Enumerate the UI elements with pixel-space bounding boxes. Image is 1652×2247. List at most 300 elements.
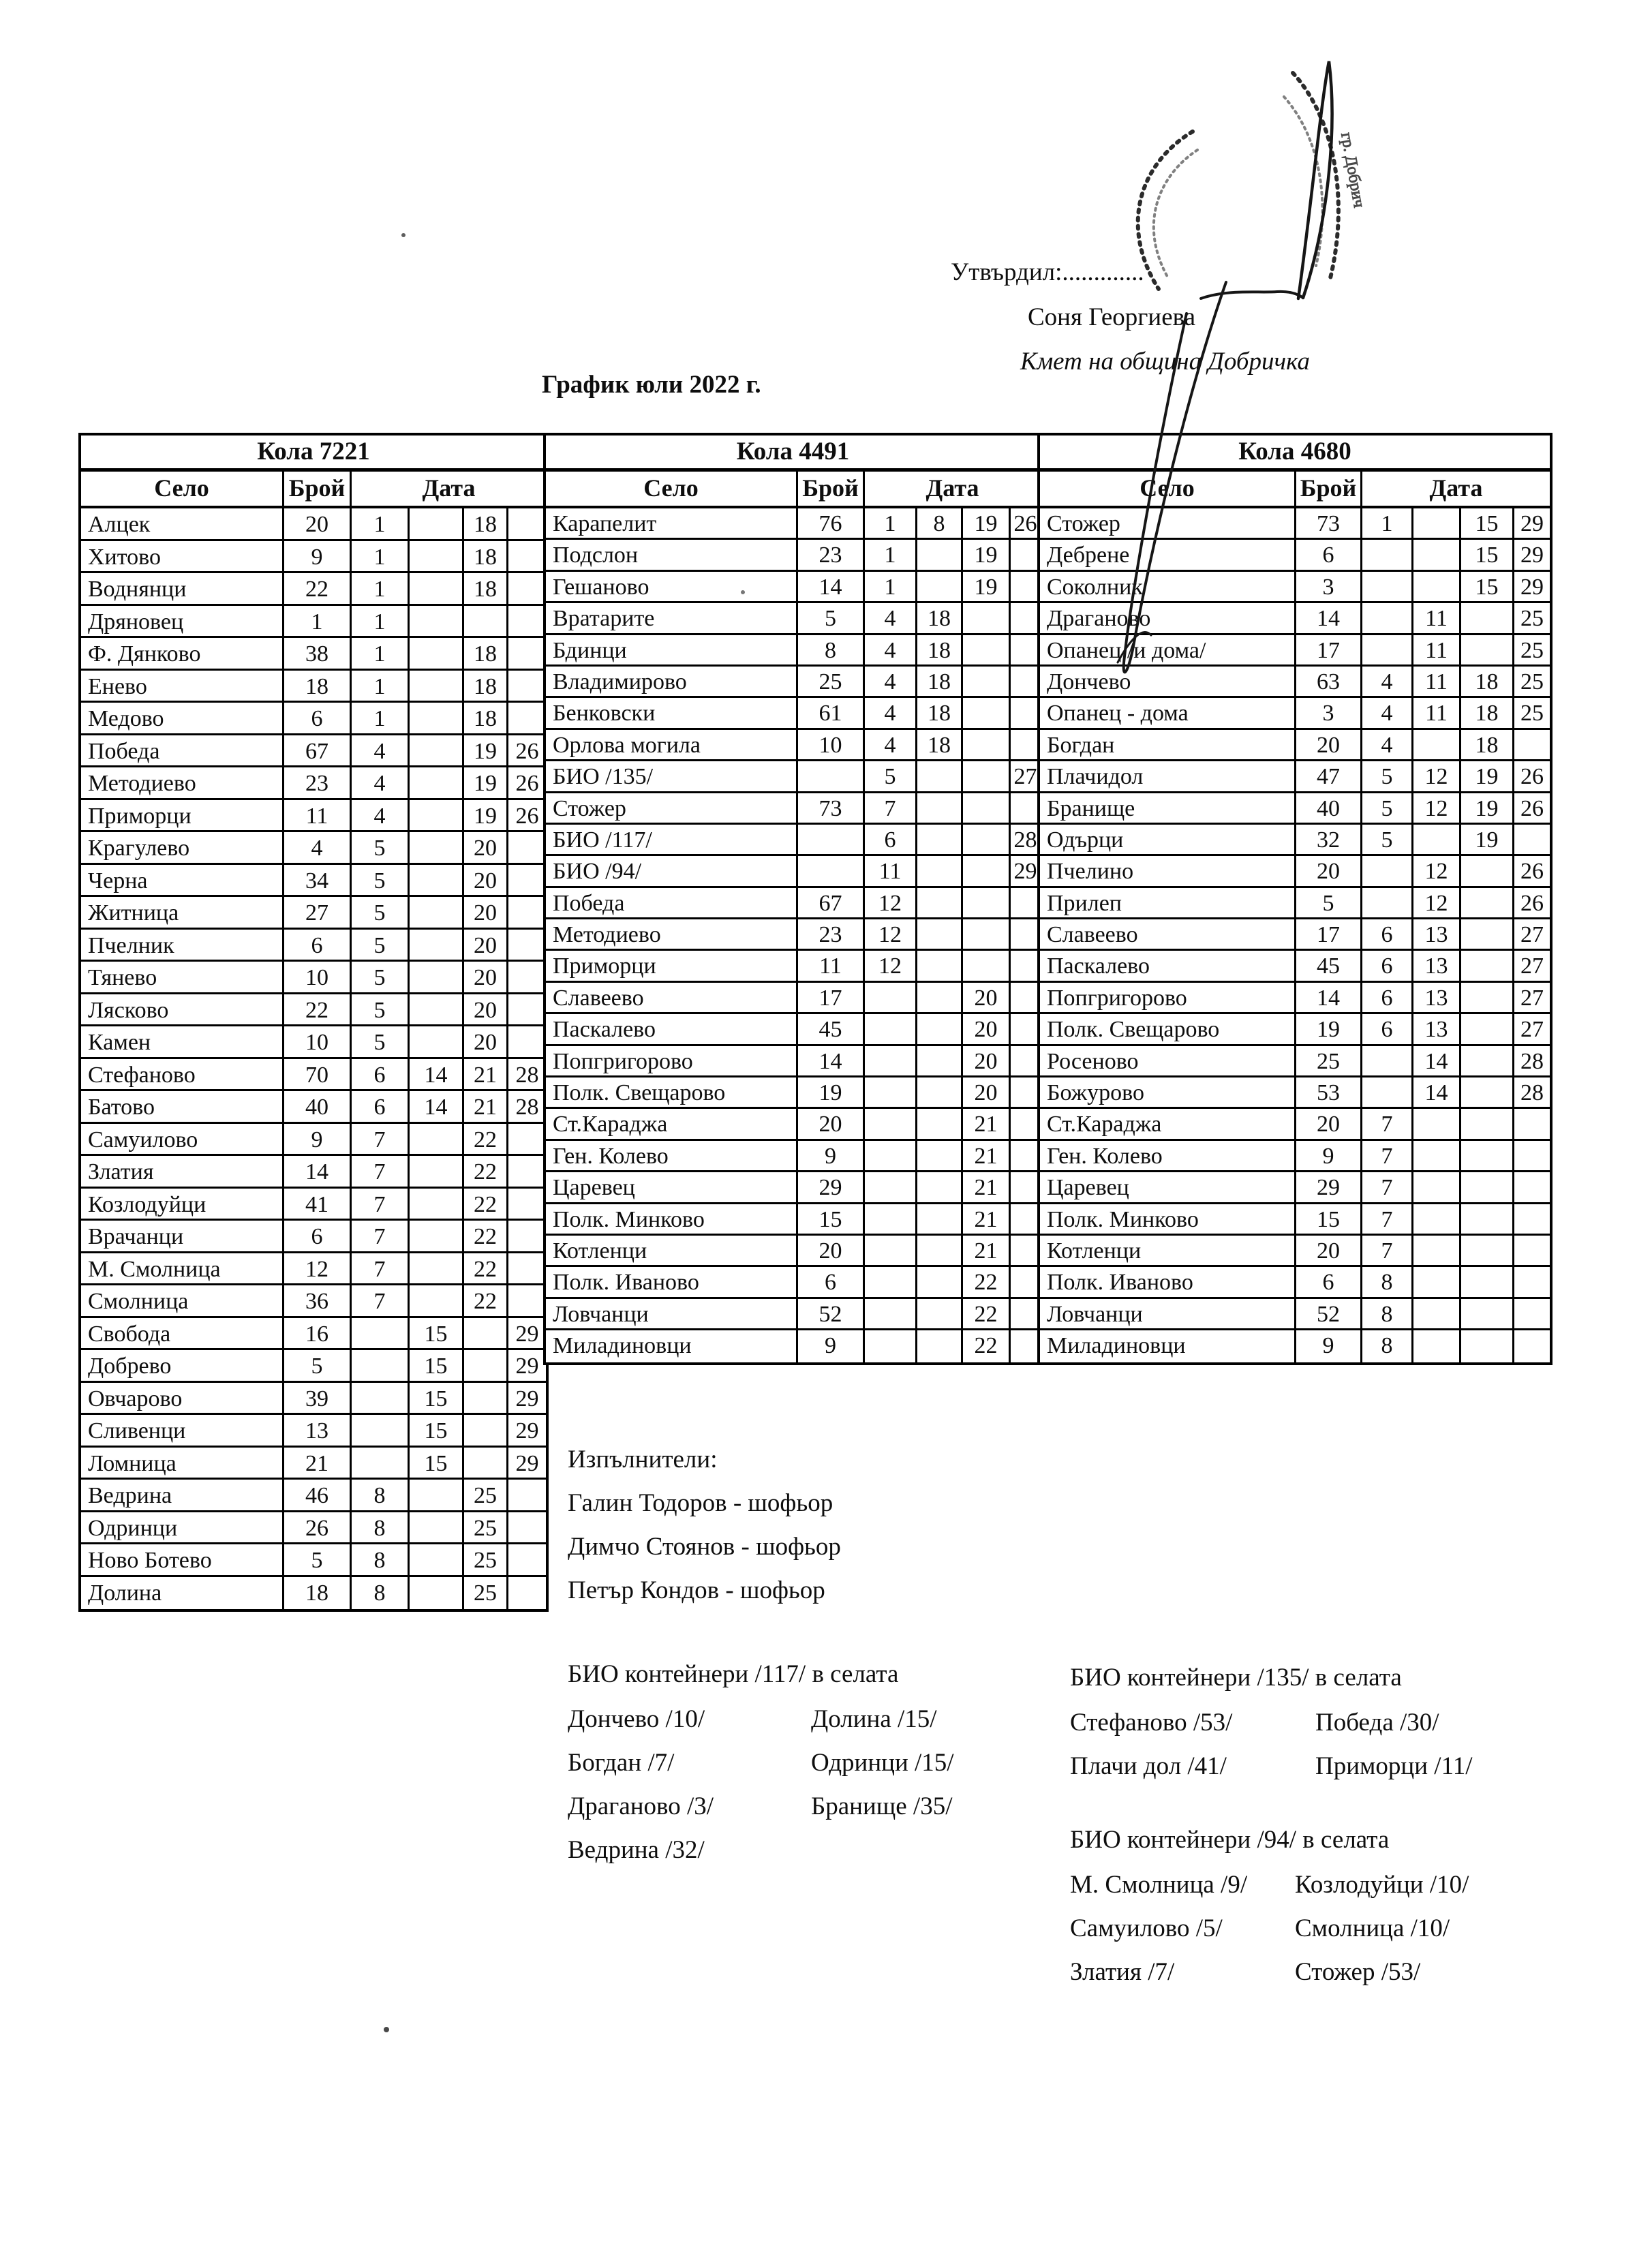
village-cell: Полк. Иваново [1040,1267,1296,1298]
date-cell [508,832,546,865]
date-cell: 20 [963,1077,1011,1109]
date-cell: 21 [464,1091,508,1124]
village-cell: Черна [81,865,284,898]
date-cell: 29 [1514,572,1550,603]
date-cell: 22 [963,1330,1011,1362]
date-cell [1362,856,1413,887]
village-cell: Плачидол [1040,761,1296,793]
column-header-count: Брой [1296,472,1362,508]
count-cell: 17 [1296,635,1362,667]
village-cell: Сливенци [81,1415,284,1448]
date-cell [508,1026,546,1059]
count-cell: 26 [284,1512,352,1545]
date-cell [1011,603,1040,635]
bio-block-items [1070,1869,1469,2000]
village-cell: М. Смолница [81,1253,284,1286]
date-cell [917,1204,963,1236]
date-cell [1461,1141,1514,1172]
date-cell: 15 [1461,572,1514,603]
date-cell [508,1512,546,1545]
date-cell [464,1318,508,1351]
date-cell [508,1221,546,1253]
count-cell: 5 [284,1350,352,1383]
date-cell [508,1156,546,1189]
date-cell: 26 [508,800,546,833]
village-cell: Славеево [546,983,798,1014]
village-cell: Гешаново [546,572,798,603]
count-cell: 25 [798,667,865,698]
date-cell: 18 [917,730,963,761]
stamp-fragment-left [1138,132,1197,289]
bio-block-94 [1070,1825,1469,2000]
date-cell [410,897,464,930]
date-cell [1413,1109,1461,1140]
date-cell: 12 [1413,793,1461,825]
date-cell: 26 [1011,508,1040,540]
date-cell: 12 [1413,856,1461,887]
date-cell: 8 [1362,1330,1413,1362]
count-cell: 70 [284,1059,352,1092]
date-cell [917,1172,963,1204]
date-cell [1413,572,1461,603]
date-cell: 13 [1413,919,1461,951]
date-cell [508,541,546,574]
village-cell: Победа [546,888,798,919]
date-cell [410,865,464,898]
village-cell: Енево [81,671,284,703]
count-cell: 20 [1296,1236,1362,1267]
date-cell [1514,1236,1550,1267]
date-cell [917,919,963,951]
date-cell [917,983,963,1014]
village-cell: Паскалево [1040,951,1296,982]
date-cell [917,1077,963,1109]
date-cell: 8 [917,508,963,540]
bio-block-117 [568,1660,954,1878]
count-cell: 9 [284,541,352,574]
date-cell: 4 [865,635,917,667]
count-cell: 9 [1296,1330,1362,1362]
date-cell [410,832,464,865]
driver-name: Димчо Стоянов - шофьор [568,1533,841,1561]
count-cell: 18 [284,671,352,703]
date-cell [865,1267,917,1298]
date-cell: 21 [963,1204,1011,1236]
date-cell: 5 [352,865,410,898]
date-cell: 26 [1514,888,1550,919]
village-cell: Росеново [1040,1046,1296,1077]
date-cell: 6 [865,825,917,856]
date-cell [410,1285,464,1318]
date-cell: 29 [508,1383,546,1416]
count-cell: 5 [798,603,865,635]
column-header-village: Село [546,472,798,508]
count-cell: 14 [1296,983,1362,1014]
date-cell [1362,572,1413,603]
bio-item: Самуилово /5/ [1070,1914,1223,1942]
date-cell [1011,635,1040,667]
village-cell: БИО /117/ [546,825,798,856]
date-cell [917,856,963,887]
date-cell [410,930,464,962]
count-cell: 20 [798,1109,865,1140]
date-cell [865,1299,917,1330]
date-cell: 18 [917,667,963,698]
village-cell: Попгригорово [1040,983,1296,1014]
date-cell: 1 [352,606,410,639]
date-cell: 22 [464,1156,508,1189]
date-cell [508,573,546,606]
date-cell: 15 [1461,508,1514,540]
date-cell [464,1415,508,1448]
date-cell: 19 [963,572,1011,603]
date-cell: 7 [352,1156,410,1189]
date-cell: 19 [963,540,1011,571]
date-cell [917,761,963,793]
date-cell [1011,888,1040,919]
count-cell: 6 [284,1221,352,1253]
date-cell [1514,1204,1550,1236]
village-cell: Методиево [81,767,284,800]
bio-item: Стожер /53/ [1295,1958,1421,1986]
village-cell: Миладиновци [546,1330,798,1362]
date-cell: 1 [352,671,410,703]
date-cell [963,825,1011,856]
date-cell: 25 [464,1512,508,1545]
date-cell [917,1330,963,1362]
date-cell: 27 [1011,761,1040,793]
village-cell: Ловчанци [546,1299,798,1330]
village-cell: Карапелит [546,508,798,540]
date-cell: 7 [1362,1172,1413,1204]
date-cell [917,793,963,825]
date-cell: 5 [352,994,410,1027]
date-cell: 11 [1413,635,1461,667]
village-cell: Полк. Минково [546,1204,798,1236]
village-cell: Одърци [1040,825,1296,856]
bio-item: Ведрина /32/ [568,1836,705,1864]
count-cell: 45 [1296,951,1362,982]
date-cell: 19 [464,800,508,833]
count-cell: 73 [1296,508,1362,540]
count-cell: 67 [284,735,352,768]
date-cell [1011,1236,1040,1267]
count-cell: 5 [284,1544,352,1577]
count-cell [798,761,865,793]
count-cell: 1 [284,606,352,639]
date-cell [963,730,1011,761]
count-cell [798,825,865,856]
count-cell: 15 [798,1204,865,1236]
date-cell: 27 [1514,951,1550,982]
date-cell: 22 [963,1267,1011,1298]
count-cell: 20 [798,1236,865,1267]
date-cell: 14 [1413,1077,1461,1109]
count-cell: 38 [284,638,352,671]
count-cell: 39 [284,1383,352,1416]
village-cell: Ведрина [81,1480,284,1512]
date-cell: 21 [963,1236,1011,1267]
count-cell: 6 [1296,540,1362,571]
date-cell: 29 [1011,856,1040,887]
date-cell [1011,983,1040,1014]
date-cell: 8 [1362,1299,1413,1330]
count-cell: 13 [284,1415,352,1448]
date-cell: 7 [352,1124,410,1157]
vehicle-table [78,433,549,1612]
date-cell [865,1141,917,1172]
date-cell [1011,1109,1040,1140]
bio-item: М. Смолница /9/ [1070,1871,1248,1899]
count-cell: 34 [284,865,352,898]
date-cell [508,962,546,994]
date-cell [1011,1046,1040,1077]
date-cell [1461,1236,1514,1267]
date-cell: 25 [1514,635,1550,667]
date-cell [352,1415,410,1448]
date-cell [865,1204,917,1236]
date-cell [963,603,1011,635]
date-cell [865,1014,917,1045]
date-cell [410,508,464,541]
date-cell: 1 [865,508,917,540]
count-cell: 4 [284,832,352,865]
village-cell: Крагулево [81,832,284,865]
date-cell [963,635,1011,667]
date-cell [508,994,546,1027]
table-body [81,508,546,1609]
date-cell: 12 [1413,761,1461,793]
date-cell [1461,951,1514,982]
date-cell [917,1014,963,1045]
count-cell: 20 [1296,730,1362,761]
village-cell: Ловчанци [1040,1299,1296,1330]
date-cell: 20 [464,832,508,865]
column-header-count: Брой [798,472,865,508]
date-cell: 21 [963,1172,1011,1204]
count-cell: 47 [1296,761,1362,793]
village-cell: Свобода [81,1318,284,1351]
count-cell: 10 [798,730,865,761]
date-cell: 5 [1362,761,1413,793]
count-cell: 3 [1296,572,1362,603]
date-cell [1461,1046,1514,1077]
date-cell [1011,1172,1040,1204]
date-cell: 6 [1362,983,1413,1014]
table-body [546,508,1040,1362]
village-cell: Ново Ботево [81,1544,284,1577]
date-cell [865,1109,917,1140]
date-cell [1514,1109,1550,1140]
village-cell: Стефаново [81,1059,284,1092]
count-cell: 6 [1296,1267,1362,1298]
date-cell [1514,1172,1550,1204]
date-cell: 5 [1362,793,1413,825]
date-cell [1514,1330,1550,1362]
bio-item: Долина /15/ [811,1705,937,1733]
date-cell [963,888,1011,919]
date-cell: 29 [508,1350,546,1383]
date-cell [1362,888,1413,919]
date-cell: 12 [865,919,917,951]
date-cell: 4 [1362,730,1413,761]
date-cell: 11 [1413,667,1461,698]
date-cell: 11 [1413,603,1461,635]
date-cell [1514,1267,1550,1298]
count-cell: 11 [284,800,352,833]
date-cell [508,930,546,962]
village-cell: Стожер [546,793,798,825]
date-cell [1011,793,1040,825]
date-cell: 4 [352,735,410,768]
count-cell: 12 [284,1253,352,1286]
date-cell [410,735,464,768]
date-cell: 28 [1514,1046,1550,1077]
date-cell [1461,1204,1514,1236]
date-cell: 21 [963,1109,1011,1140]
village-cell: БИО /94/ [546,856,798,887]
date-cell [917,1141,963,1172]
date-cell [508,606,546,639]
date-cell [352,1318,410,1351]
stamp-text: гр. Добрич [1337,131,1368,209]
village-cell: Самуилово [81,1124,284,1157]
date-cell [410,767,464,800]
count-cell: 9 [1296,1141,1362,1172]
date-cell [1011,951,1040,982]
date-cell [917,572,963,603]
count-cell: 40 [284,1091,352,1124]
village-cell: Котленци [1040,1236,1296,1267]
count-cell: 67 [798,888,865,919]
approver-name: Соня Георгиева [1028,303,1196,331]
date-cell: 7 [1362,1109,1413,1140]
date-cell [1011,1204,1040,1236]
date-cell: 8 [352,1577,410,1610]
count-cell: 11 [798,951,865,982]
count-cell: 61 [798,698,865,729]
village-cell: Житница [81,897,284,930]
date-cell: 25 [464,1480,508,1512]
date-cell [1413,730,1461,761]
vehicle-table [543,433,1043,1365]
date-cell [352,1350,410,1383]
date-cell: 21 [963,1141,1011,1172]
date-cell: 5 [865,761,917,793]
date-cell [1011,1267,1040,1298]
date-cell: 1 [865,572,917,603]
village-cell: Дряновец [81,606,284,639]
date-cell: 25 [464,1577,508,1610]
date-cell: 18 [917,698,963,729]
date-cell: 4 [352,767,410,800]
date-cell [865,983,917,1014]
date-cell: 15 [410,1383,464,1416]
date-cell [1413,825,1461,856]
date-cell [1011,730,1040,761]
village-cell: Котленци [546,1236,798,1267]
date-cell: 1 [352,541,410,574]
date-cell: 11 [865,856,917,887]
date-cell: 26 [1514,761,1550,793]
date-cell: 25 [1514,667,1550,698]
date-cell [865,1172,917,1204]
date-cell [410,671,464,703]
village-cell: Методиево [546,919,798,951]
date-cell: 26 [1514,793,1550,825]
date-cell: 19 [1461,761,1514,793]
count-cell: 22 [284,573,352,606]
date-cell [865,1330,917,1362]
date-cell [1413,1172,1461,1204]
bio-item: Одринци /15/ [811,1749,954,1777]
count-cell: 20 [1296,856,1362,887]
date-cell: 1 [352,508,410,541]
date-cell: 20 [464,897,508,930]
village-cell: Царевец [1040,1172,1296,1204]
count-cell: 6 [798,1267,865,1298]
date-cell [464,1383,508,1416]
count-cell: 20 [284,508,352,541]
date-cell: 25 [1514,603,1550,635]
date-cell: 20 [963,1046,1011,1077]
date-cell [410,1124,464,1157]
count-cell: 3 [1296,698,1362,729]
date-cell: 8 [1362,1267,1413,1298]
driver-name: Галин Тодоров - шофьор [568,1489,833,1517]
date-cell [963,951,1011,982]
date-cell: 18 [464,541,508,574]
date-cell: 7 [352,1189,410,1221]
date-cell: 19 [1461,825,1514,856]
count-cell: 21 [284,1448,352,1480]
date-cell: 15 [410,1415,464,1448]
date-cell: 28 [508,1059,546,1092]
count-cell: 14 [1296,603,1362,635]
date-cell [410,1221,464,1253]
date-cell [410,703,464,735]
date-cell [917,1236,963,1267]
table-header-row [546,472,1040,508]
date-cell: 26 [508,735,546,768]
date-cell [1011,1141,1040,1172]
date-cell: 20 [963,1014,1011,1045]
date-cell [1461,856,1514,887]
date-cell [963,919,1011,951]
date-cell: 4 [865,667,917,698]
date-cell [410,1544,464,1577]
date-cell: 5 [352,930,410,962]
village-cell: Врачанци [81,1221,284,1253]
count-cell: 27 [284,897,352,930]
date-cell: 18 [464,638,508,671]
date-cell [917,1267,963,1298]
date-cell: 18 [917,635,963,667]
date-cell [1362,1046,1413,1077]
date-cell [1011,540,1040,571]
village-cell: Победа [81,735,284,768]
date-cell: 13 [1413,951,1461,982]
date-cell: 4 [865,698,917,729]
count-cell: 17 [798,983,865,1014]
bio-block-title: БИО контейнери /94/ в селата [1070,1826,1390,1854]
bio-item: Бранище /35/ [811,1792,953,1820]
date-cell [1514,730,1550,761]
count-cell [798,856,865,887]
count-cell: 9 [284,1124,352,1157]
table-header-row [1040,472,1550,508]
date-cell: 14 [410,1091,464,1124]
